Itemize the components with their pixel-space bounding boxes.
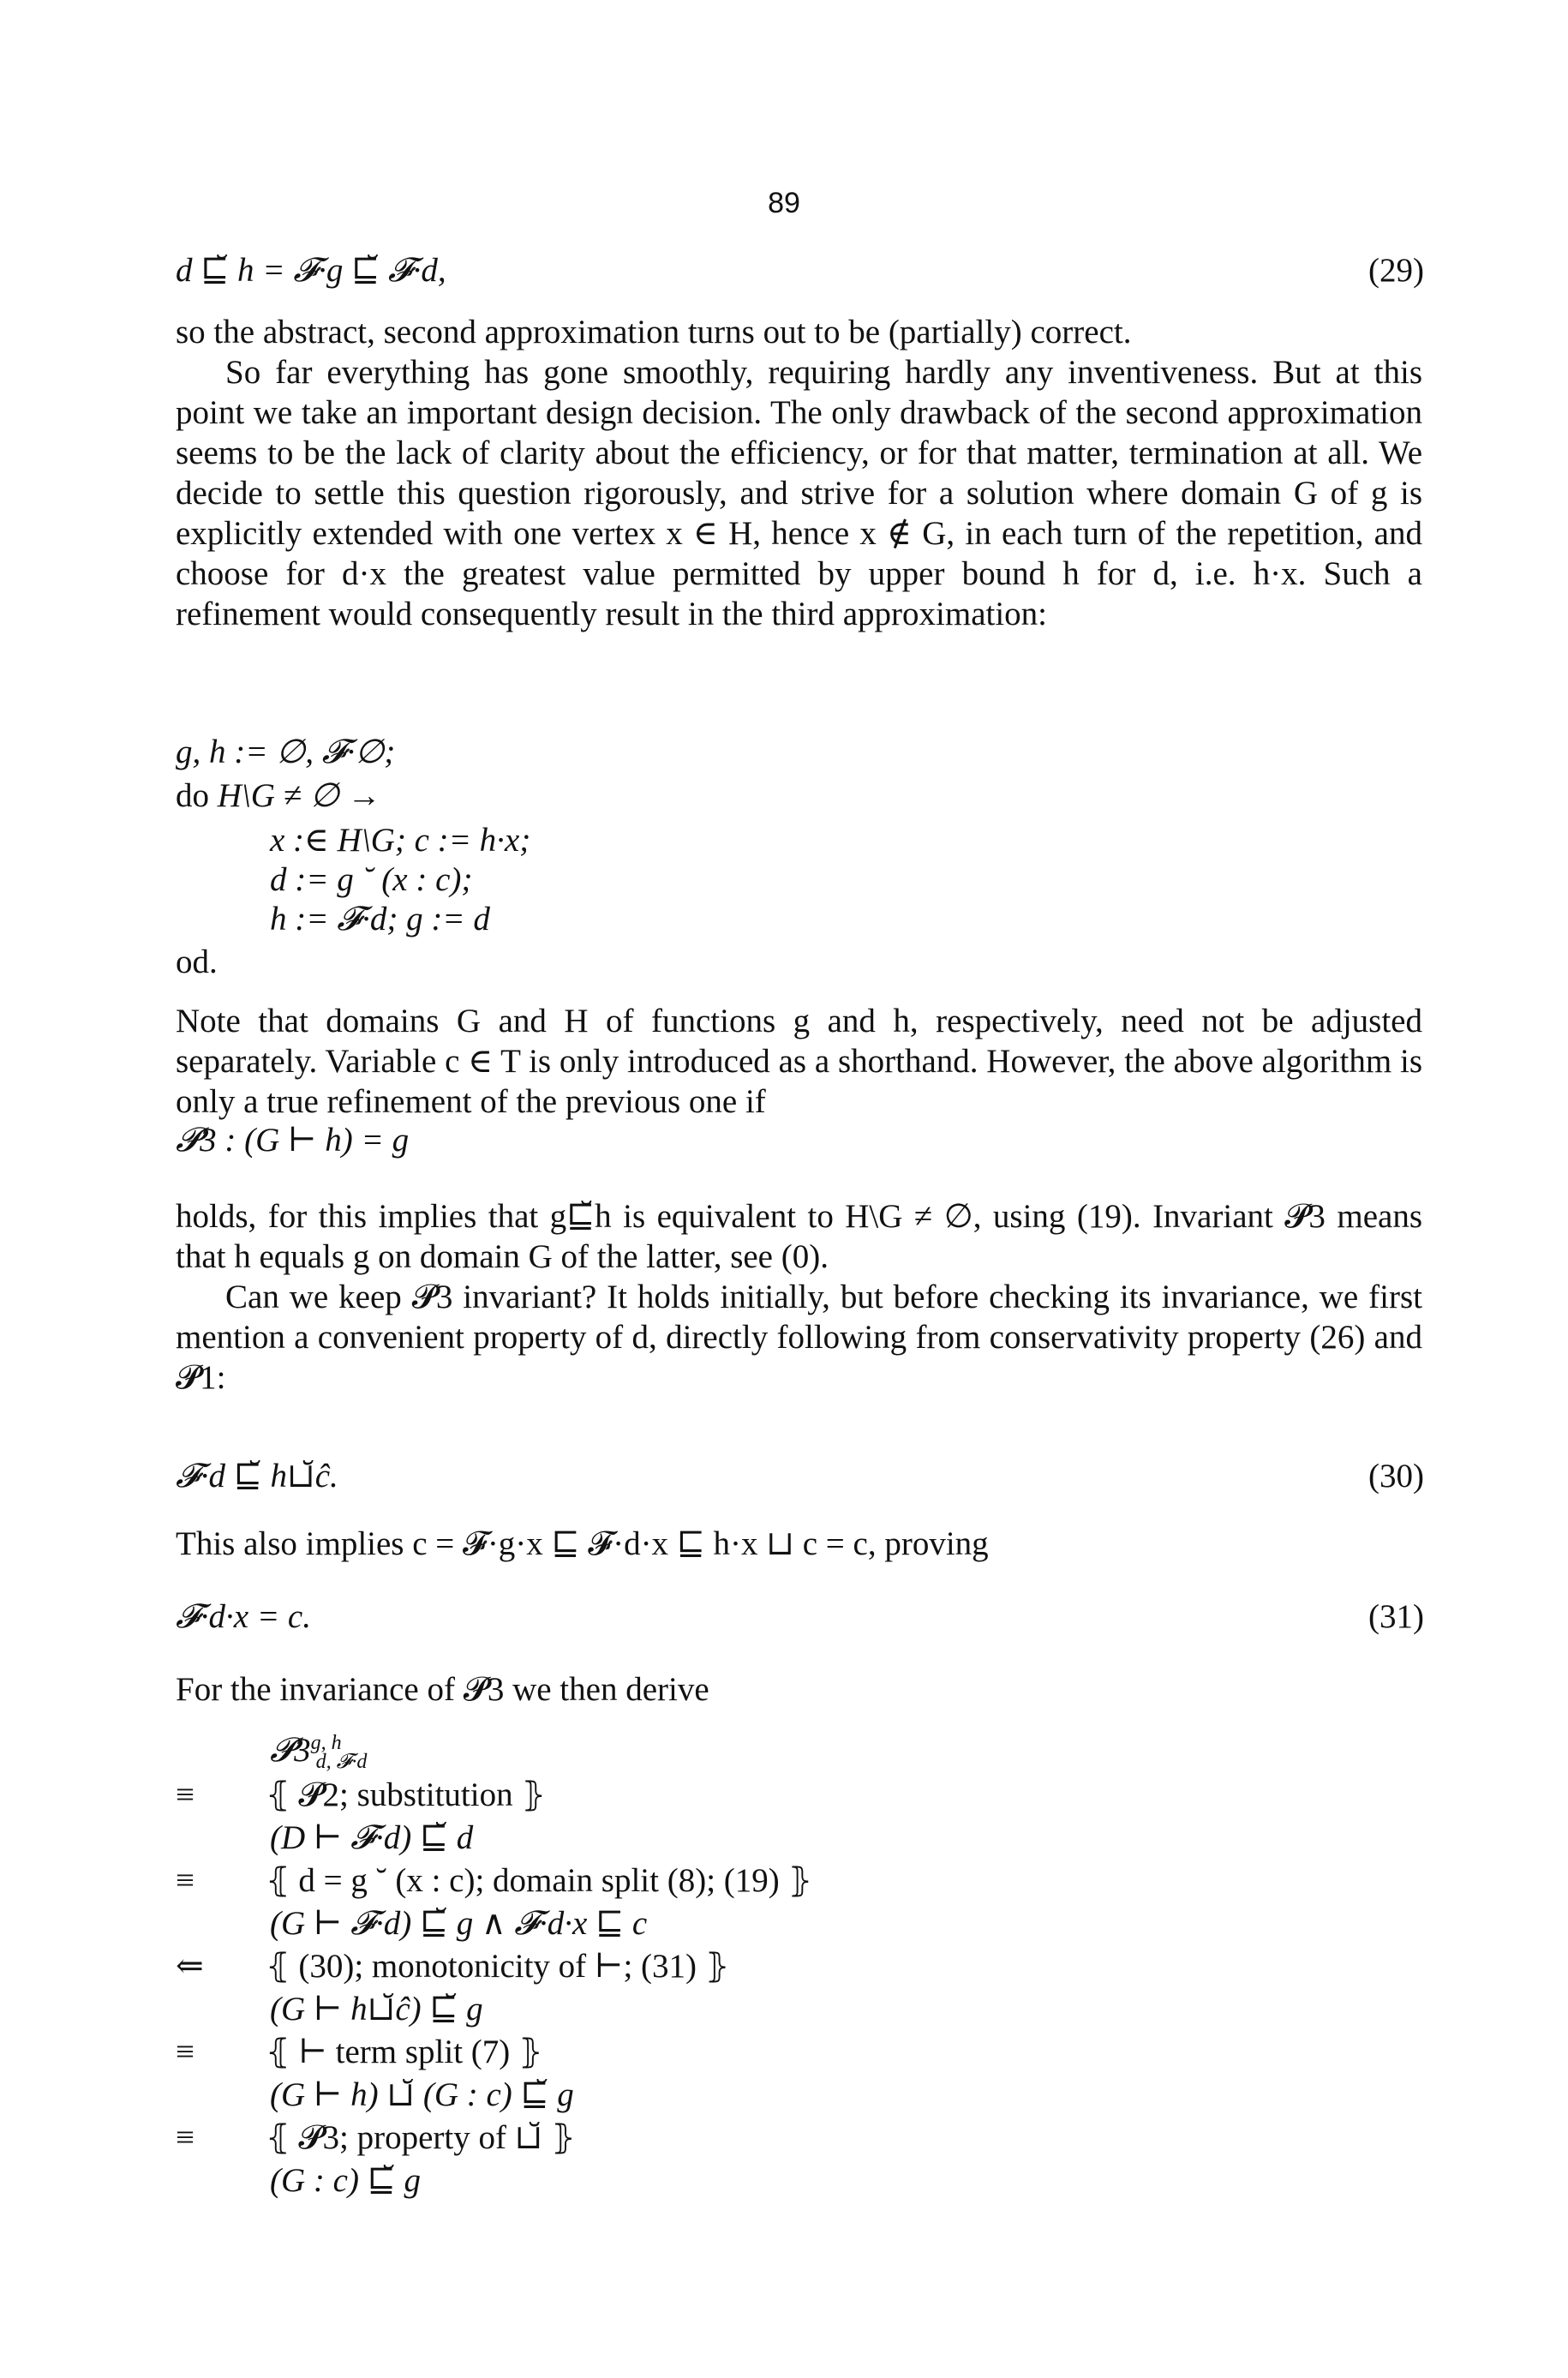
derivation-relation-3: ⇐	[176, 1948, 204, 1985]
equation-29: d ⊑̆ h = 𝓕·g ⊑̆ 𝓕·d,	[176, 252, 446, 289]
equation-30-number: (30)	[1368, 1458, 1424, 1494]
body-text-block-2	[176, 1196, 1422, 1398]
derivation-expression-3: (G ⊢ h⊔̆ĉ) ⊑̆ g	[270, 1991, 483, 2028]
keyword-od: od.	[176, 943, 218, 980]
algorithm-init: g, h := ∅, 𝓕·∅;	[176, 734, 396, 770]
algorithm-line-2: d := g ˘ (x : c);	[270, 861, 473, 898]
equation-30: 𝓕·d ⊑̆ h⊔̆ĉ.	[176, 1458, 338, 1494]
derivation-hint-3: ⦃ (30); monotonicity of ⊢; (31) ⦄	[266, 1948, 730, 1985]
algorithm-do-line	[176, 776, 381, 815]
paragraph-5: Can we keep 𝓟3 invariant? It holds initially, but before checking its invariance, we first mention a convenient property of d, directly following from conservativity property (26) and 𝓟1:	[176, 1279, 1422, 1396]
derivation-relation-1: ≡	[176, 1776, 195, 1813]
derivation-hint-2: ⦃ d = g ˘ (x : c); domain split (8); (19) ⦄	[266, 1862, 813, 1899]
paragraph-2: So far everything has gone smoothly, requiring hardly any inventiveness. But at this point we take an important design decision. The only drawback of the second approximation seems to be the lack of clarity about the efficiency, or for that matter, termination at all. We decide to settle this question rigorously, and strive for a solution where domain G of g is explicitly extended with one vertex x ∈ H, hence x ∉ G, in each turn of the repetition, and choose for d·x the greatest value permitted by upper bound h for d, i.e. h·x. Such a refinement would consequently result in the third approximation:	[176, 354, 1422, 632]
algorithm-line-1: x :∈ H\G; c := h·x;	[270, 822, 531, 859]
derivation-hint-5: ⦃ 𝓟3; property of ⊔̆ ⦄	[266, 2119, 576, 2156]
paragraph-1: so the abstract, second approximation turns out to be (partially) correct.	[176, 314, 1132, 350]
derivation-relation-4: ≡	[176, 2034, 195, 2070]
derivation-relation-2: ≡	[176, 1862, 195, 1899]
derivation-relation-5: ≡	[176, 2119, 195, 2156]
derivation-hint-4: ⦃ ⊢ term split (7) ⦄	[266, 2034, 543, 2070]
keyword-do: do	[176, 777, 209, 814]
paragraph-7: For the invariance of 𝓟3 we then derive	[176, 1671, 709, 1708]
algorithm-guard: H\G ≠ ∅ →	[217, 777, 381, 814]
derivation-start: $𝓟3^{g, h}_{d, 𝓕\cdot d}$	[270, 1732, 368, 1773]
derivation-hint-1: ⦃ 𝓟2; substitution ⦄	[266, 1776, 546, 1813]
equation-31: 𝓕·d·x = c.	[176, 1598, 311, 1635]
derivation-expression-1: (D ⊢ 𝓕·d) ⊑̆ d	[270, 1819, 474, 1856]
paragraph-4: holds, for this implies that g⊑̆h is equivalent to H\G ≠ ∅, using (19). Invariant 𝓟3 means that h equals g on domain G of the latter, see (0).	[176, 1198, 1422, 1275]
algorithm-line-3: h := 𝓕·d; g := d	[270, 901, 490, 937]
paragraph-3: Note that domains G and H of functions g and h, respectively, need not be adjusted separately. Variable c ∈ T is only introduced as a shorthand. However, the above algorithm is only a true refinement of the previous one if	[176, 1003, 1422, 1120]
paragraph-6: This also implies c = 𝓕·g·x ⊑ 𝓕·d·x ⊑ h·x ⊔ c = c, proving	[176, 1525, 989, 1562]
derivation-expression-2: (G ⊢ 𝓕·d) ⊑̆ g ∧ 𝓕·d·x ⊑ c	[270, 1905, 648, 1942]
derivation-expression-4: (G ⊢ h) ⊔̆ (G : c) ⊑̆ g	[270, 2076, 574, 2113]
page-number: 89	[768, 187, 800, 219]
equation-29-number: (29)	[1368, 252, 1424, 289]
derivation-start-superscript: g, h	[310, 1732, 342, 1754]
body-text-block-1	[176, 312, 1422, 634]
p3-definition: 𝓟3 : (G ⊢ h) = g	[176, 1122, 410, 1159]
derivation-start-subscript: d, 𝓕·d	[315, 1751, 368, 1773]
equation-31-number: (31)	[1368, 1598, 1424, 1635]
derivation-expression-5: (G : c) ⊑̆ g	[270, 2162, 421, 2199]
